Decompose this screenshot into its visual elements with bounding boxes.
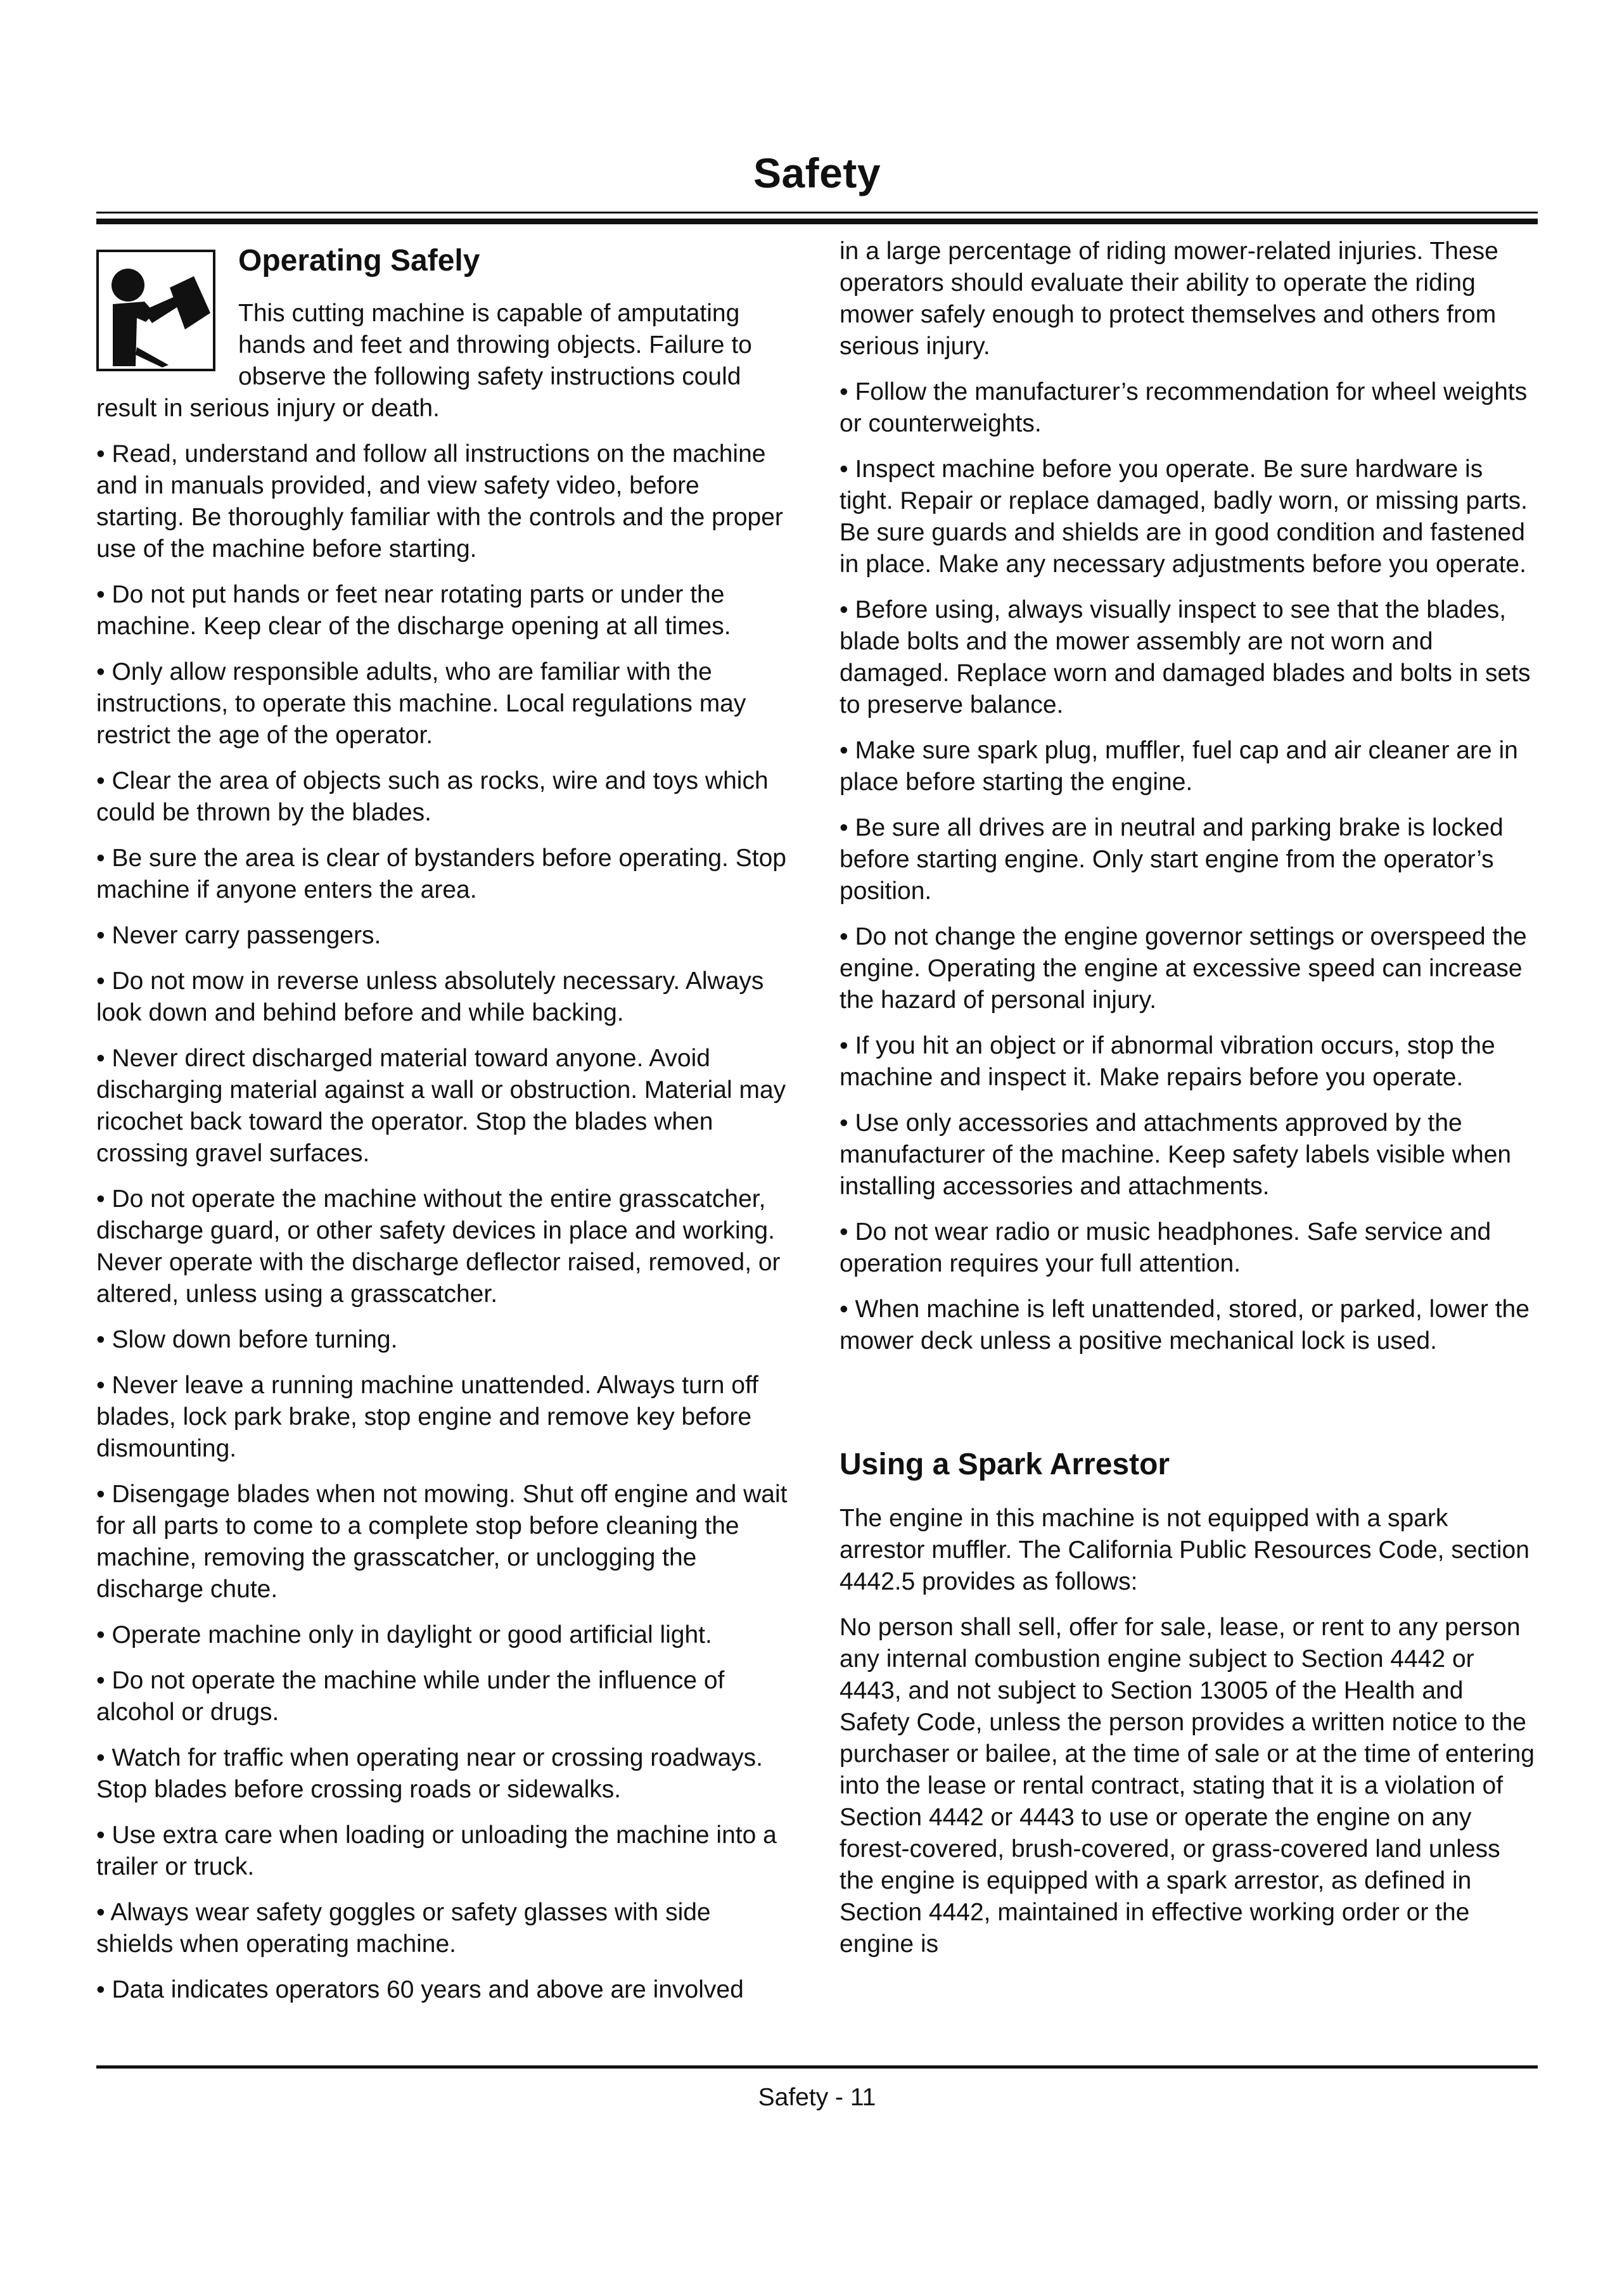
safety-bullet: • Slow down before turning.	[96, 1326, 398, 1353]
safety-bullet: • Do not change the engine governor settings or overspeed the engine. Operating the engine at excessive speed can increase the hazard of personal injury.	[840, 923, 1527, 1014]
left-column	[96, 234, 790, 2020]
right-column	[840, 236, 1540, 1974]
spark-paragraph: No person shall sell, offer for sale, lease, or rent to any person any internal combustion engine subject to Section 4442 or 4443, and not subject to Section 13005 of the Health and Safety Code, unless the person provides a written notice to the purchaser or bailee, at the time of sale or at the time of entering into the lease or rental contract, stating that it is a violation of Section 4442 or 4443 to use or operate the engine on any forest-covered, brush-covered, or grass-covered land unless the engine is equipped with a spark arrestor, as defined in Section 4442, maintained in effective working order or the engine is	[840, 1614, 1535, 1958]
safety-bullet: • Never leave a running machine unattended. Always turn off blades, lock park brake, stop engine and remove key before dismounting.	[96, 1372, 758, 1462]
header-rule-thick	[96, 219, 1538, 224]
safety-bullet: • Do not mow in reverse unless absolutely necessary. Always look down and behind before and while backing.	[96, 967, 764, 1026]
safety-bullet: • Clear the area of objects such as rocks, wire and toys which could be thrown by the blades.	[96, 767, 769, 826]
safety-bullet: • Do not operate the machine while under the influence of alcohol or drugs.	[96, 1667, 725, 1726]
footer-rule	[96, 2065, 1538, 2069]
safety-bullet: • Make sure spark plug, muffler, fuel cap and air cleaner are in place before starting the engine.	[840, 737, 1518, 796]
page-number: Safety - 11	[758, 2084, 876, 2111]
safety-bullet: • Never carry passengers.	[96, 922, 381, 949]
operating-safely-intro: This cutting machine is capable of amputating hands and feet and throwing objects. Failure to observe the following safety instructions could result in serious injury or death.	[96, 300, 752, 422]
safety-bullet: • Do not wear radio or music headphones. Safe service and operation requires your full attention.	[840, 1218, 1491, 1277]
safety-bullet: • Be sure all drives are in neutral and parking brake is locked before starting engine. Only start engine from the operator’s position.	[840, 814, 1504, 905]
safety-bullet: • Before using, always visually inspect to see that the blades, blade bolts and the mower assembly are not worn and damaged. Replace worn and damaged blades and bolts in sets to preserve balance.	[840, 596, 1531, 718]
header-rule	[96, 212, 1538, 214]
safety-bullet: • Do not put hands or feet near rotating parts or under the machine. Keep clear of the discharge opening at all times.	[96, 581, 731, 640]
safety-bullet: • Always wear safety goggles or safety glasses with side shields when operating machine.	[96, 1899, 711, 1958]
safety-bullet: • Disengage blades when not mowing. Shut off engine and wait for all parts to come to a complete stop before cleaning the machine, removing the grasscatcher, or unclogging the discharge chute.	[96, 1481, 788, 1603]
operating-safely-heading: Operating Safely	[238, 244, 480, 277]
safety-bullet: • Be sure the area is clear of bystanders before operating. Stop machine if anyone enters the area.	[96, 845, 786, 903]
safety-bullet: • When machine is left unattended, stored, or parked, lower the mower deck unless a positive mechanical lock is used.	[840, 1296, 1529, 1355]
safety-bullet: • Read, understand and follow all instructions on the machine and in manuals provided, and view safety video, before starting. Be thoroughly familiar with the controls and the proper use of the machine before starting.	[96, 440, 783, 563]
safety-bullet: • Use extra care when loading or unloading the machine into a trailer or truck.	[96, 1821, 777, 1880]
safety-bullet: • Use only accessories and attachments approved by the manufacturer of the machine. Keep safety labels visible when installing accessories and attachments.	[840, 1109, 1512, 1200]
continued-paragraph: in a large percentage of riding mower-related injuries. These operators should evaluate their ability to operate the riding mower safely enough to protect themselves and others from serious injury.	[840, 238, 1498, 360]
safety-bullet: • Watch for traffic when operating near or crossing roadways. Stop blades before crossing roads or sidewalks.	[96, 1744, 763, 1803]
safety-bullet: • Only allow responsible adults, who are familiar with the instructions, to operate this machine. Local regulations may restrict the age of the operator.	[96, 658, 746, 749]
page-title: Safety	[753, 150, 881, 196]
safety-bullet: • If you hit an object or if abnormal vibration occurs, stop the machine and inspect it. Make repairs before you operate.	[840, 1032, 1495, 1091]
spark-arrestor-heading: Using a Spark Arrestor	[840, 1448, 1170, 1481]
safety-bullet: • Never direct discharged material toward anyone. Avoid discharging material against a wall or obstruction. Material may ricochet back toward the operator. Stop the blades when crossing gravel surfaces.	[96, 1045, 786, 1167]
safety-bullet: • Operate machine only in daylight or good artificial light.	[96, 1621, 712, 1649]
safety-bullet: • Follow the manufacturer’s recommendation for wheel weights or counterweights.	[840, 378, 1528, 437]
safety-bullet: • Do not operate the machine without the entire grasscatcher, discharge guard, or other safety devices in place and working. Never operate with the discharge deflector raised, removed, or altered, unless using a grasscatcher.	[96, 1185, 781, 1308]
safety-bullet: • Inspect machine before you operate. Be sure hardware is tight. Repair or replace damaged, badly worn, or missing parts. Be sure guards and shields are in good condition and fastened in place. Make any necessary adjustments before you operate.	[840, 456, 1528, 578]
hand-hazard-icon	[96, 250, 215, 371]
safety-bullet: • Data indicates operators 60 years and above are involved	[96, 1976, 744, 2003]
spark-paragraph: The engine in this machine is not equipped with a spark arrestor muffler. The California Public Resources Code, section 4442.5 provides as follows:	[840, 1505, 1529, 1595]
